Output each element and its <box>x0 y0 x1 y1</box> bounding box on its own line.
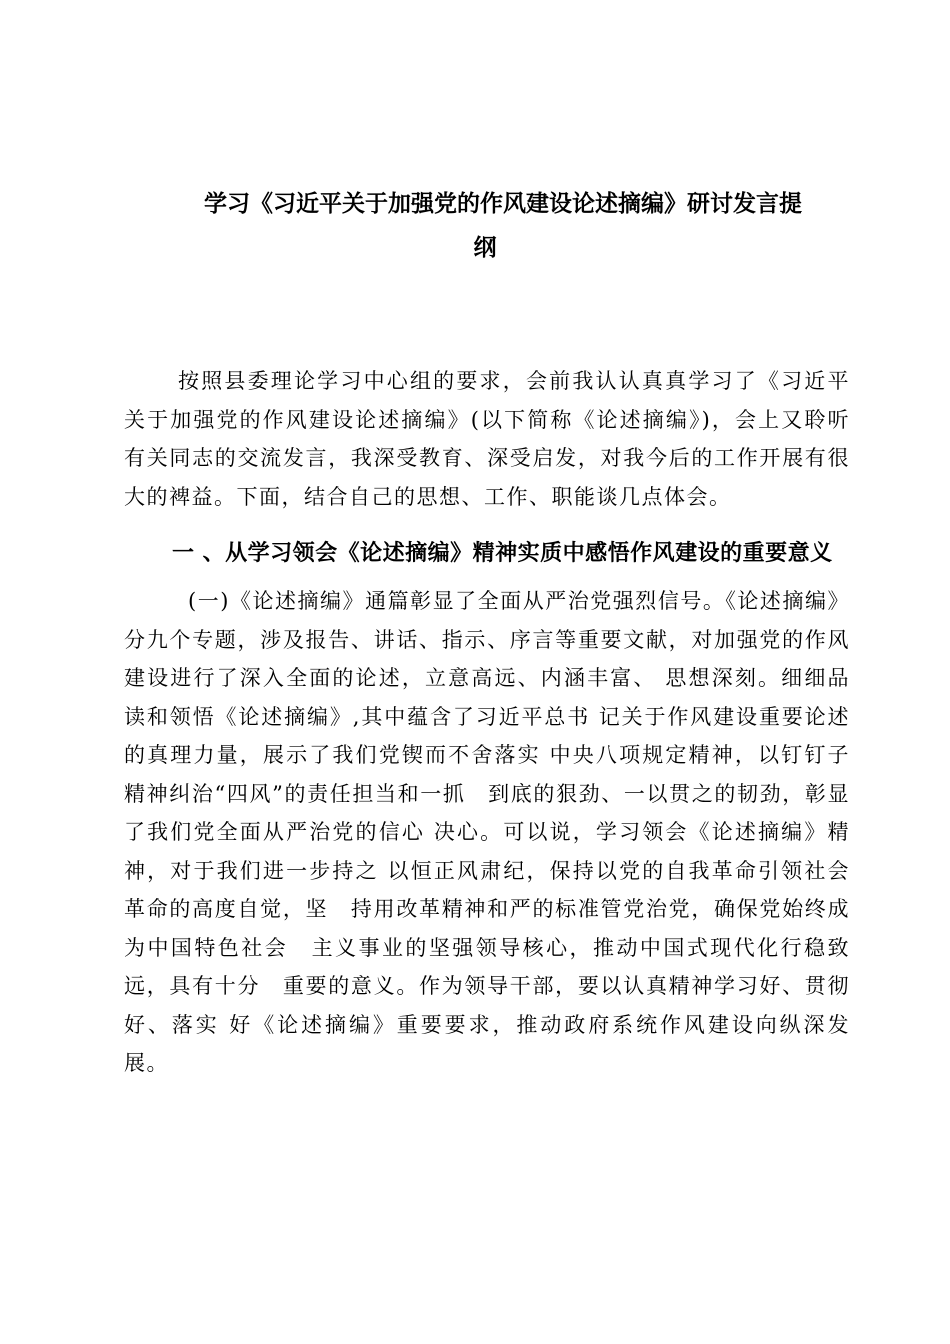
title-line-2: 纲 <box>473 235 497 261</box>
intro-paragraph: 按照县委理论学习中心组的要求，会前我认认真真学习了《习近平关于加强党的作风建设论述摘编》(以下简称《论述摘编》)，会上又聆听有关同志的交流发言，我深受教育、深受启发，对我今后的工作开展有很大的裨益。下面，结合自己的思想、工作、职能谈几点体会。 <box>124 369 850 509</box>
document-title <box>120 182 850 270</box>
title-line-1: 学习《习近平关于加强党的作风建设论述摘编》研讨发言提 <box>204 191 802 217</box>
section-1-paragraph-1: (一)《论述摘编》通篇彰显了全面从严治党强烈信号。《论述摘编》分九个专题，涉及报告、讲话、指示、序言等重要文献，对加强党的作风建设进行了深入全面的论述，立意高远、内涵丰富、 思想深刻。细细品读和领悟《论述摘编》,其中蕴含了习近平总书 记关于作风建设重要论述的真理力量，展示了我们党锲而不舍落实 中央八项规定精神，以钉钉子精神纠治“四风”的责任担当和一抓 到底的狠劲、一以贯之的韧劲，彰显了我们党全面从严治党的信心 决心。可以说，学习领会《论述摘编》精神，对于我们进一步持之 以恒正风肃纪，保持以党的自我革命引领社会革命的高度自觉，坚 持用改革精神和严的标准管党治党，确保党始终成为中国特色社会 主义事业的坚强领导核心，推动中国式现代化行稳致远，具有十分 重要的意义。作为领导干部，要以认真精神学习好、贯彻好、落实 好《论述摘编》重要要求，推动政府系统作风建设向纵深发展。 <box>124 589 850 1075</box>
section-1-heading: 一 、从学习领会《论述摘编》精神实质中感悟作风建设的重要意义 <box>172 541 833 566</box>
document-body <box>124 362 850 1083</box>
